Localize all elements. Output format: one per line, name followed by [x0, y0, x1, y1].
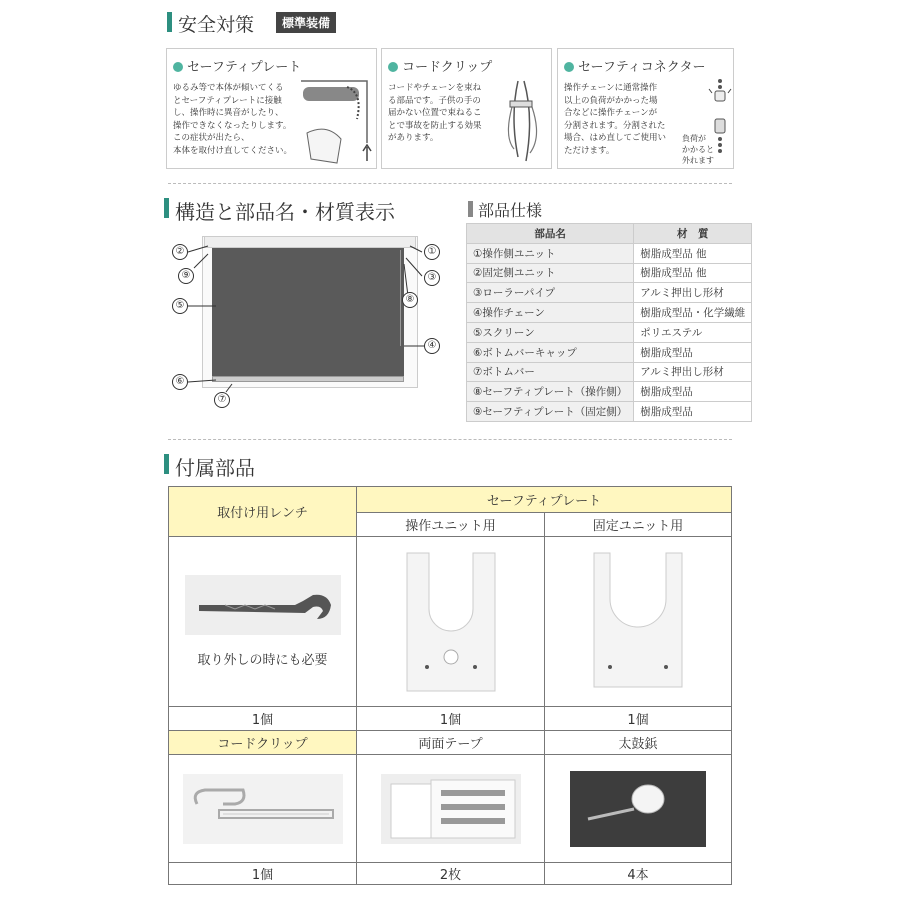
callout-3: ③	[424, 270, 440, 286]
subsection-bar	[468, 201, 473, 217]
callout-5: ⑤	[172, 298, 188, 314]
callout-9: ⑨	[178, 268, 194, 284]
fixed-safety-plate-image	[590, 549, 686, 695]
callout-2: ②	[172, 244, 188, 260]
bullet-dot-icon	[173, 62, 183, 72]
section-bar	[164, 454, 169, 474]
connector-note: 負荷が かかると 外れます	[682, 134, 714, 165]
wrench-cell	[169, 537, 357, 707]
card-text: 操作チェーンに通常操作 以上の負荷がかかった場 合などに操作チェーンが 分割されます。分割された 場合、はめ直してご使用い ただけます。	[564, 83, 667, 156]
tape-header: 両面テープ	[357, 731, 545, 755]
callout-4: ④	[424, 338, 440, 354]
part-name: ②固定側ユニット	[467, 263, 634, 283]
table-row	[467, 382, 752, 402]
part-name: ③ローラーパイプ	[467, 283, 634, 303]
part-material: アルミ押出し形材	[634, 362, 752, 382]
section-bar	[167, 12, 172, 32]
tack-qty: 4本	[545, 863, 732, 885]
op-unit-header: 操作ユニット用	[357, 513, 545, 537]
divider	[168, 439, 732, 440]
parts-spec-table	[466, 223, 752, 422]
accessories-title: 付属部品	[175, 456, 255, 480]
part-name: ①操作側ユニット	[467, 243, 634, 263]
cord-clip-cell	[169, 755, 357, 863]
part-material: 樹脂成型品 他	[634, 243, 752, 263]
double-sided-tape-image	[381, 774, 521, 844]
blind-structure-diagram	[160, 228, 460, 418]
tack-header: 太鼓鋲	[545, 731, 732, 755]
safety-plate-header: セーフティプレート	[357, 487, 732, 513]
part-material: 樹脂成型品	[634, 342, 752, 362]
cord-clip-illustration-icon	[500, 77, 550, 167]
card-text: コードやチェーンを束ね る部品です。子供の手の 届かない位置で束ねるこ とで事故を防止する効果 があります。	[388, 83, 482, 143]
fixed-unit-header: 固定ユニット用	[545, 513, 732, 537]
callout-8: ⑧	[402, 292, 418, 308]
op-plate-qty: 1個	[357, 707, 545, 731]
callout-1: ①	[424, 244, 440, 260]
column-header: 材 質	[634, 224, 752, 244]
wrench-qty: 1個	[169, 707, 357, 731]
table-row	[467, 402, 752, 422]
op-plate-cell	[357, 537, 545, 707]
op-safety-plate-image	[403, 549, 499, 695]
cord-clip-image	[183, 774, 343, 844]
table-row	[467, 342, 752, 362]
table-row	[467, 362, 752, 382]
tape-qty: 2枚	[357, 863, 545, 885]
cord-clip-card	[381, 48, 552, 169]
safety-title: 安全対策	[178, 14, 255, 36]
part-name: ⑥ボトムバーキャップ	[467, 342, 634, 362]
part-material: 樹脂成型品	[634, 382, 752, 402]
connector-illustration-icon	[708, 75, 732, 167]
part-name: ④操作チェーン	[467, 303, 634, 323]
table-row	[467, 243, 752, 263]
callout-7: ⑦	[214, 392, 230, 408]
part-material: 樹脂成型品 他	[634, 263, 752, 283]
card-heading: コードクリップ	[388, 56, 492, 75]
tack-image	[570, 771, 706, 847]
part-name: ⑨セーフティプレート（固定側）	[467, 402, 634, 422]
parts-spec-title: 部品仕様	[478, 201, 543, 220]
standard-equipment-tag: 標準装備	[276, 12, 336, 33]
wrench-header: 取付け用レンチ	[169, 487, 357, 537]
safety-connector-card	[557, 48, 734, 169]
table-header-row	[467, 224, 752, 244]
part-material: ポリエステル	[634, 322, 752, 342]
divider	[168, 183, 732, 184]
wrench-image	[185, 575, 341, 635]
structure-title: 構造と部品名・材質表示	[175, 200, 395, 224]
table-row	[467, 322, 752, 342]
card-text: ゆるみ等で本体が傾いてくる とセーフティプレートに接触 し、操作時に異音がしたり、 操作できなくなったりします。 この症状が出たら、 本体を取付け直してください。	[173, 83, 293, 156]
part-name: ⑤スクリーン	[467, 322, 634, 342]
fixed-plate-qty: 1個	[545, 707, 732, 731]
part-name: ⑧セーフティプレート（操作側）	[467, 382, 634, 402]
cord-clip-header: コードクリップ	[169, 731, 357, 755]
table-row	[467, 283, 752, 303]
part-name: ⑦ボトムバー	[467, 362, 634, 382]
part-material: アルミ押出し形材	[634, 283, 752, 303]
accessories-table	[168, 486, 732, 885]
column-header: 部品名	[467, 224, 634, 244]
section-bar	[164, 198, 169, 218]
safety-plate-card	[166, 48, 377, 169]
tack-cell	[545, 755, 732, 863]
bullet-dot-icon	[388, 62, 398, 72]
leader-lines	[160, 228, 460, 418]
bullet-dot-icon	[564, 62, 574, 72]
safety-plate-illustration-icon	[297, 73, 375, 167]
part-material: 樹脂成型品	[634, 402, 752, 422]
wrench-note: 取り外しの時にも必要	[197, 653, 328, 668]
part-material: 樹脂成型品・化学繊維	[634, 303, 752, 323]
table-row	[467, 303, 752, 323]
card-heading: セーフティプレート	[173, 56, 301, 75]
card-heading: セーフティコネクター	[564, 56, 706, 75]
callout-6: ⑥	[172, 374, 188, 390]
table-row	[467, 263, 752, 283]
fixed-plate-cell	[545, 537, 732, 707]
cord-clip-qty: 1個	[169, 863, 357, 885]
tape-cell	[357, 755, 545, 863]
